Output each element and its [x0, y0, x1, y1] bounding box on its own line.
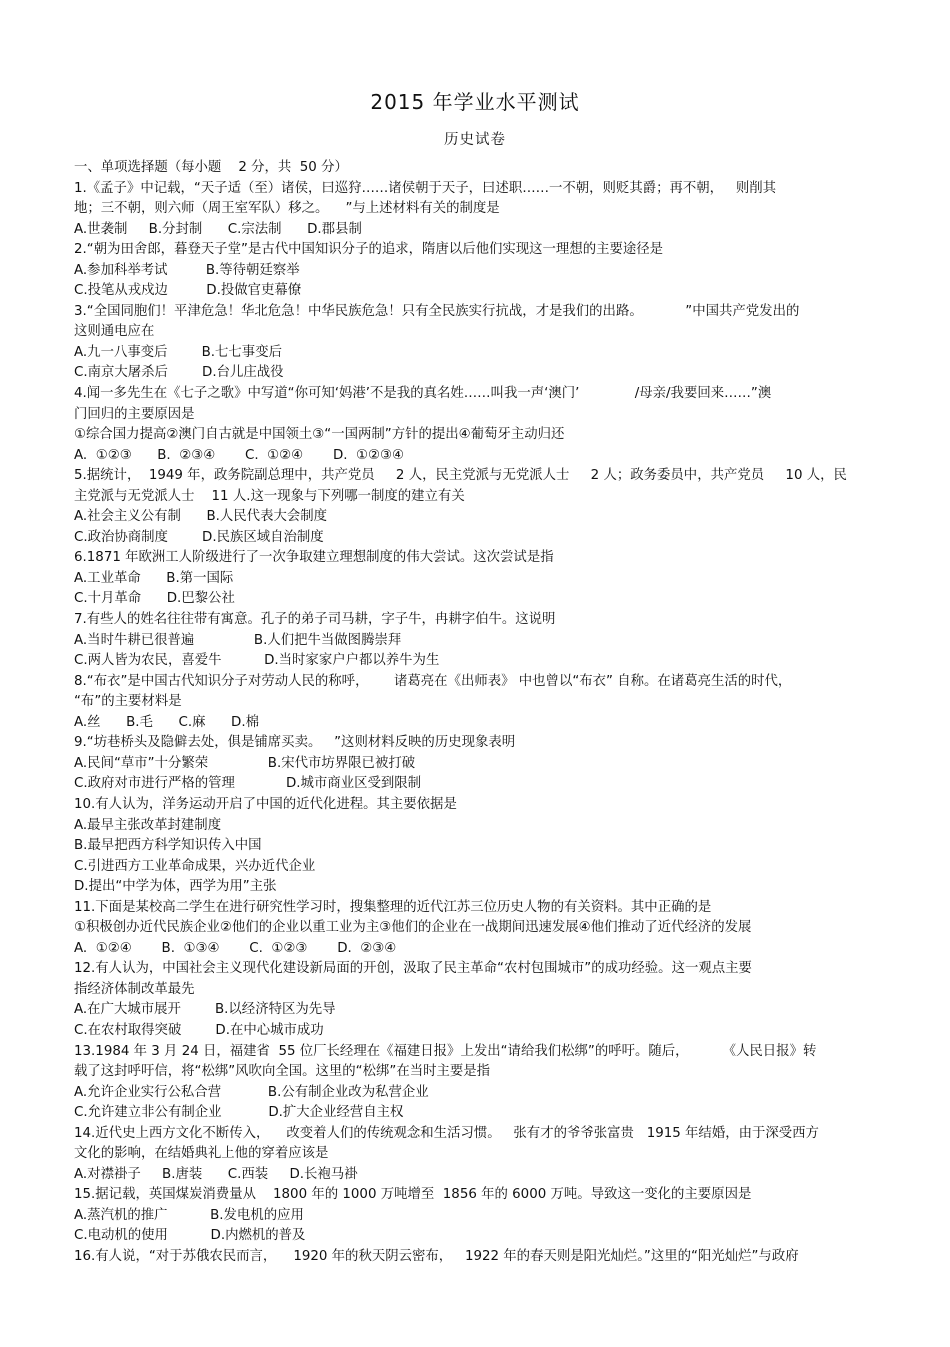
text-line: A.对襟褂子 B.唐装 C.西装 D.长袍马褂: [74, 1166, 358, 1182]
text-line: 1.《孟子》中记载，“天子适（至）诸侯，曰巡狩……诸侯朝于天子，曰述职……一不朝，则贬其爵；再不朝， 则削其: [74, 180, 777, 196]
text-line: C.政治协商制度 D.民族区域自治制度: [74, 529, 324, 545]
text-line: A.丝 B.毛 C.麻 D.棉: [74, 714, 259, 730]
text-line: 12.有人认为，中国社会主义现代化建设新局面的开创，汲取了民主革命“农村包围城市”的成功经验。这一观点主要: [74, 961, 752, 977]
text-line: A.世袭制 B.分封制 C.宗法制 D.郡县制: [74, 221, 362, 237]
text-line: “布”的主要材料是: [74, 694, 182, 710]
text-line: 7.有些人的姓名往往带有寓意。孔子的弟子司马耕，字子牛，冉耕字伯牛。这说明: [74, 612, 556, 628]
exam-subtitle: 历史试卷: [444, 132, 506, 148]
text-line: 4.闻一多先生在《七子之歌》中写道“你可知‘妈港’不是我的真名姓……叫我一声‘澳门’ /母亲/我要回来……”澳: [74, 386, 772, 402]
text-line: B.最早把西方科学知识传入中国: [74, 838, 262, 854]
text-line: 16.有人说，“对于苏俄农民而言， 1920 年的秋天阴云密布， 1922 年的春天则是阳光灿烂。”这里的“阳光灿烂”与政府: [74, 1248, 799, 1264]
text-line: 10.有人认为，洋务运动开启了中国的近代化进程。其主要依据是: [74, 796, 457, 812]
text-line: 15.据记载，英国煤炭消费量从 1800 年的 1000 万吨增至 1856 年的 6000 万吨。导致这一变化的主要原因是: [74, 1187, 752, 1203]
text-line: 14.近代史上西方文化不断传入， 改变着人们的传统观念和生活习惯。 张有才的爷爷张富贵 1915 年结婚，由于深受西方: [74, 1125, 819, 1141]
text-line: A.最早主张改革封建制度: [74, 817, 222, 833]
text-line: A.当时牛耕已很普遍 B.人们把牛当做图腾崇拜: [74, 632, 402, 648]
text-line: 2.“朝为田舍郎，暮登天子堂”是古代中国知识分子的追求，隋唐以后他们实现这一理想的主要途径是: [74, 242, 664, 258]
text-line: 指经济体制改革最先: [74, 981, 195, 997]
text-line: A.工业革命 B.第一国际: [74, 570, 234, 586]
text-line: C.允许建立非公有制企业 D.扩大企业经营自主权: [74, 1105, 404, 1121]
text-line: 6.1871 年欧洲工人阶级进行了一次争取建立理想制度的伟大尝试。这次尝试是指: [74, 550, 554, 566]
text-line: 地；三不朝，则六师（周王室军队）移之。 ”与上述材料有关的制度是: [74, 201, 500, 217]
text-line: 9.“坊巷桥头及隐僻去处，俱是铺席买卖。 ”这则材料反映的历史现象表明: [74, 735, 516, 751]
text-line: 5.据统计， 1949 年，政务院副总理中，共产党员 2 人，民主党派与无党派人士 2 人；政务委员中，共产党员 10 人，民: [74, 468, 847, 484]
text-line: 文化的影响，在结婚典礼上他的穿着应该是: [74, 1146, 329, 1162]
text-line: ①积极创办近代民族企业②他们的企业以重工业为主③他们的企业在一战期间迅速发展④他们推动了近代经济的发展: [74, 920, 752, 936]
text-line: A.在广大城市展开 B.以经济特区为先导: [74, 1002, 336, 1018]
text-line: ①综合国力提高②澳门自古就是中国领土③“一国两制”方针的提出④葡萄牙主动归还: [74, 427, 565, 443]
text-line: C.十月革命 D.巴黎公社: [74, 591, 235, 607]
text-line: C.在农村取得突破 D.在中心城市成功: [74, 1022, 324, 1038]
text-line: A.民间“草市”十分繁荣 B.宋代市坊界限已被打破: [74, 755, 416, 771]
text-line: C.投笔从戎戍边 D.投做官吏幕僚: [74, 283, 302, 299]
text-line: A. ①②④ B. ①③④ C. ①②③ D. ②③④: [74, 940, 397, 956]
text-line: C.引进西方工业革命成果，兴办近代企业: [74, 858, 316, 874]
text-line: 这则通电应在: [74, 324, 155, 340]
text-line: C.政府对市进行严格的管理 D.城市商业区受到限制: [74, 776, 422, 792]
text-line: D.提出“中学为体，西学为用”主张: [74, 879, 277, 895]
text-line: A.蒸汽机的推广 B.发电机的应用: [74, 1207, 304, 1223]
text-line: 13.1984 年 3 月 24 日，福建省 55 位厂长经理在《福建日报》上发出“请给我们松绑”的呼吁。随后， 《人民日报》转: [74, 1043, 817, 1059]
text-line: 一、单项选择题（每小题 2 分，共 50 分）: [74, 160, 348, 175]
text-line: C.电动机的使用 D.内燃机的普及: [74, 1228, 306, 1244]
exam-title: 2015 年学业水平测试: [370, 90, 580, 114]
text-line: 载了这封呼吁信，将“松绑”风吹向全国。这里的“松绑”在当时主要是指: [74, 1064, 491, 1080]
text-line: A. ①②③ B. ②③④ C. ①②④ D. ①②③④: [74, 447, 405, 463]
text-line: 门回归的主要原因是: [74, 406, 195, 422]
text-line: A.九一八事变后 B.七七事变后: [74, 344, 282, 360]
text-line: C.南京大屠杀后 D.台儿庄战役: [74, 365, 284, 381]
text-line: 3.“全国同胞们！平津危急！华北危急！中华民族危急！只有全民族实行抗战，才是我们的出路。 ”中国共产党发出的: [74, 303, 800, 319]
text-line: C.两人皆为农民，喜爱牛 D.当时家家户户都以养牛为生: [74, 653, 440, 669]
text-line: A.允许企业实行公私合营 B.公有制企业改为私营企业: [74, 1084, 429, 1100]
text-line: A.社会主义公有制 B.人民代表大会制度: [74, 509, 328, 525]
text-line: A.参加科举考试 B.等待朝廷察举: [74, 262, 300, 278]
text-line: 8.“布衣”是中国古代知识分子对劳动人民的称呼， 诸葛亮在《出师表》 中也曾以“布衣” 自称。在诸葛亮生活的时代，: [74, 673, 792, 689]
text-line: 11.下面是某校高二学生在进行研究性学习时，搜集整理的近代江苏三位历史人物的有关资料。其中正确的是: [74, 899, 712, 915]
exam-body: [74, 158, 876, 1268]
text-line: 主党派与无党派人士 11 人.这一现象与下列哪一制度的建立有关: [74, 488, 465, 504]
